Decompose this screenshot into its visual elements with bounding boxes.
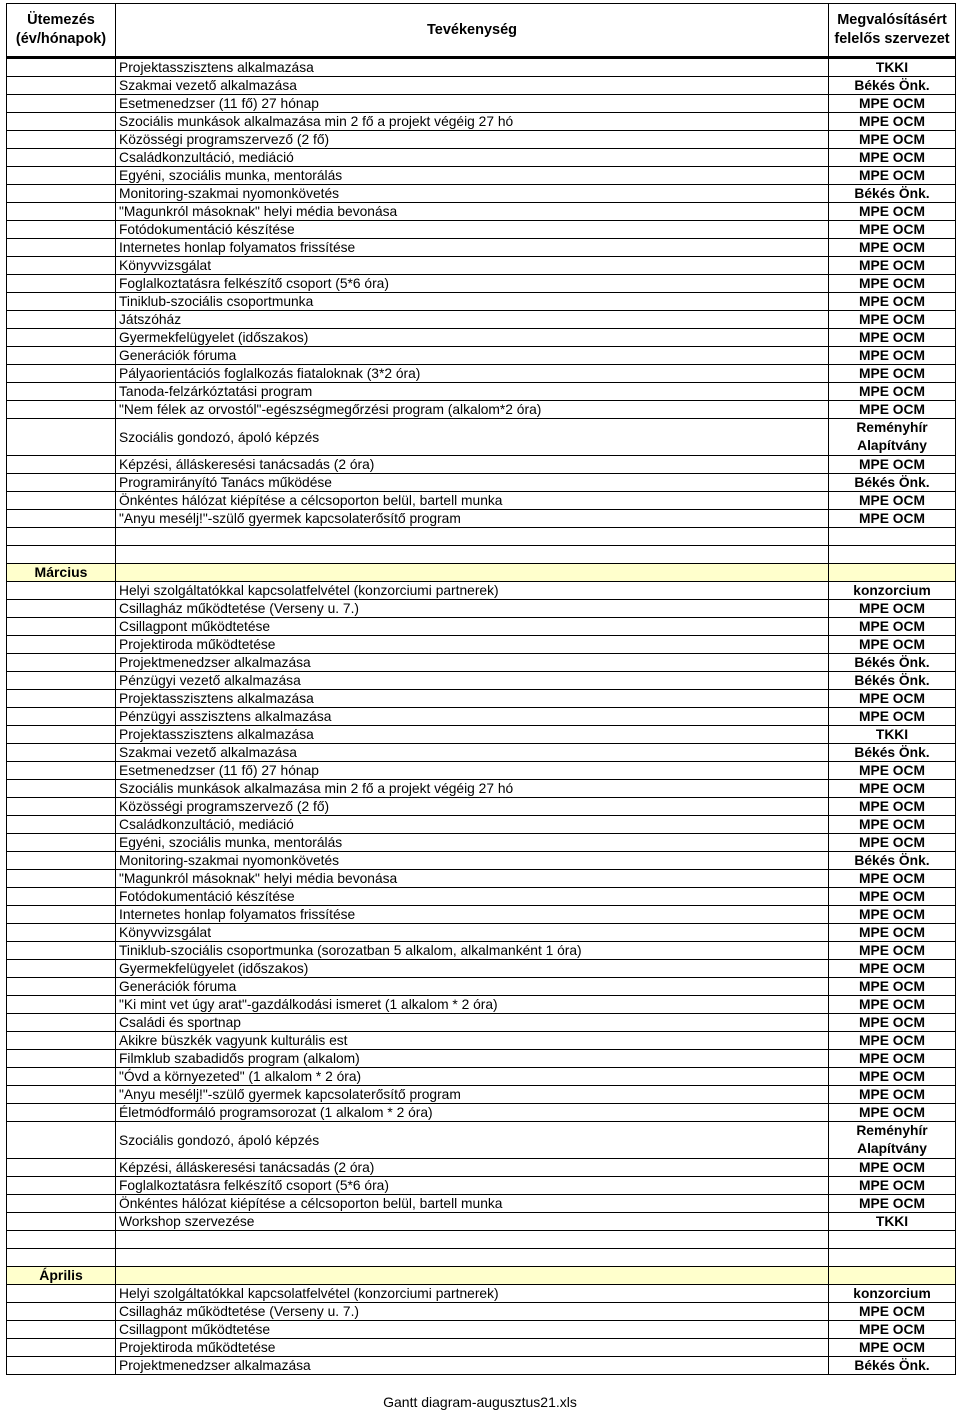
table-row [7,77,956,95]
schedule-cell [7,113,116,131]
activity-cell: Tanoda-felzárkóztatási program [116,383,829,401]
organization-cell: MPE OCM [829,113,956,131]
schedule-cell [7,780,116,798]
activity-cell: Pénzügyi asszisztens alkalmazása [116,708,829,726]
schedule-cell [7,167,116,185]
table-row [7,401,956,419]
table-row [7,888,956,906]
schedule-cell [7,1321,116,1339]
activity-cell: Projektiroda működtetése [116,1339,829,1357]
organization-cell: Békés Önk. [829,852,956,870]
activity-cell: Helyi szolgáltatókkal kapcsolatfelvétel (konzorciumi partnerek) [116,1285,829,1303]
activity-cell: Monitoring-szakmai nyomonkövetés [116,185,829,203]
table-row [7,780,956,798]
header-row [7,4,956,58]
organization-cell: MPE OCM [829,798,956,816]
activity-cell: Szociális gondozó, ápoló képzés [116,1122,829,1159]
table-row [7,996,956,1014]
table-row [7,1213,956,1231]
table-row [7,275,956,293]
schedule-cell [7,1303,116,1321]
activity-cell: Projektiroda működtetése [116,636,829,654]
activity-cell: Pénzügyi vezető alkalmazása [116,672,829,690]
schedule-cell [7,744,116,762]
table-row [7,906,956,924]
activity-cell [116,1231,829,1249]
schedule-cell [7,1339,116,1357]
table-row [7,762,956,780]
organization-cell: MPE OCM [829,1195,956,1213]
organization-cell: MPE OCM [829,401,956,419]
organization-cell: TKKI [829,1213,956,1231]
activity-cell: Esetmenedzser (11 fő) 27 hónap [116,95,829,113]
table-row [7,618,956,636]
activity-cell: Esetmenedzser (11 fő) 27 hónap [116,762,829,780]
activity-cell [116,564,829,582]
activity-cell: Életmódformáló programsorozat (1 alkalom * 2 óra) [116,1104,829,1122]
table-row [7,744,956,762]
activity-cell: Szakmai vezető alkalmazása [116,77,829,95]
schedule-cell [7,960,116,978]
table-row [7,942,956,960]
table-row [7,1285,956,1303]
schedule-cell [7,1249,116,1267]
activity-cell: Egyéni, szociális munka, mentorálás [116,167,829,185]
table-row [7,654,956,672]
schedule-cell [7,510,116,528]
organization-cell: MPE OCM [829,1068,956,1086]
organization-cell: Reményhír Alapítvány [829,1122,956,1159]
schedule-cell [7,239,116,257]
activity-cell: "Ki mint vet úgy arat"-gazdálkodási ismeret (1 alkalom * 2 óra) [116,996,829,1014]
activity-cell: Gyermekfelügyelet (időszakos) [116,960,829,978]
schedule-cell [7,456,116,474]
organization-cell: Békés Önk. [829,744,956,762]
organization-cell: MPE OCM [829,762,956,780]
activity-cell: Családkonzultáció, mediáció [116,816,829,834]
gantt-table [6,3,956,1375]
activity-cell: Könyvvizsgálat [116,257,829,275]
schedule-cell [7,798,116,816]
table-row [7,113,956,131]
table-row [7,816,956,834]
table-row [7,185,956,203]
organization-cell: MPE OCM [829,960,956,978]
schedule-cell [7,924,116,942]
activity-cell: Projektmenedzser alkalmazása [116,1357,829,1375]
organization-cell: MPE OCM [829,636,956,654]
table-row [7,978,956,996]
schedule-cell [7,906,116,924]
activity-cell: Programirányító Tanács működése [116,474,829,492]
table-row [7,456,956,474]
table-row [7,1068,956,1086]
table-row [7,1339,956,1357]
organization-cell: MPE OCM [829,1086,956,1104]
organization-cell: konzorcium [829,582,956,600]
activity-cell: Csillagpont működtetése [116,1321,829,1339]
activity-cell: Szociális munkások alkalmazása min 2 fő a projekt végéig 27 hó [116,113,829,131]
activity-cell: Foglalkoztatásra felkészítő csoport (5*6 óra) [116,1177,829,1195]
organization-cell: MPE OCM [829,1032,956,1050]
schedule-cell [7,1213,116,1231]
organization-cell: MPE OCM [829,834,956,852]
schedule-cell [7,978,116,996]
organization-cell: MPE OCM [829,618,956,636]
month-row [7,1267,956,1285]
activity-cell: Közösségi programszervező (2 fő) [116,131,829,149]
schedule-cell [7,131,116,149]
organization-cell [829,546,956,564]
organization-cell: konzorcium [829,1285,956,1303]
schedule-cell [7,311,116,329]
schedule-cell [7,275,116,293]
schedule-cell [7,185,116,203]
schedule-cell [7,474,116,492]
activity-cell: "Anyu mesélj!"-szülő gyermek kapcsolaterősítő program [116,1086,829,1104]
schedule-cell [7,1086,116,1104]
activity-cell: Akikre büszkék vagyunk kulturális est [116,1032,829,1050]
schedule-cell [7,1068,116,1086]
activity-cell: Önkéntes hálózat kiépítése a célcsoporton belül, bartell munka [116,492,829,510]
table-row [7,221,956,239]
month-label: Március [7,564,116,582]
activity-cell: "Nem félek az orvostól"-egészségmegőrzési program (alkalom*2 óra) [116,401,829,419]
organization-cell [829,1231,956,1249]
activity-cell: Projektasszisztens alkalmazása [116,58,829,77]
activity-cell: Egyéni, szociális munka, mentorálás [116,834,829,852]
table-row [7,257,956,275]
organization-cell: Békés Önk. [829,474,956,492]
activity-cell: Internetes honlap folyamatos frissítése [116,239,829,257]
table-row [7,924,956,942]
activity-cell: Projektasszisztens alkalmazása [116,726,829,744]
organization-cell: MPE OCM [829,1050,956,1068]
activity-cell: Csillagház működtetése (Verseny u. 7.) [116,1303,829,1321]
table-row [7,347,956,365]
table-row [7,167,956,185]
table-row [7,708,956,726]
organization-cell: MPE OCM [829,1339,956,1357]
activity-cell: Workshop szervezése [116,1213,829,1231]
month-label: Április [7,1267,116,1285]
activity-cell [116,528,829,546]
organization-cell: MPE OCM [829,888,956,906]
activity-cell: Generációk fóruma [116,978,829,996]
organization-cell: MPE OCM [829,600,956,618]
organization-cell: TKKI [829,726,956,744]
file-name-footer: Gantt diagram-augusztus21.xls [383,1394,577,1410]
table-row [7,1303,956,1321]
activity-cell: Filmklub szabadidős program (alkalom) [116,1050,829,1068]
schedule-cell [7,726,116,744]
header-schedule: Ütemezés (év/hónapok) [7,4,116,58]
table-row [7,1177,956,1195]
table-row [7,1357,956,1375]
organization-cell: Békés Önk. [829,1357,956,1375]
table-row [7,419,956,456]
organization-cell: MPE OCM [829,1104,956,1122]
schedule-cell [7,77,116,95]
organization-cell: Reményhír Alapítvány [829,419,956,456]
blank-row [7,1231,956,1249]
schedule-cell [7,257,116,275]
table-row [7,726,956,744]
activity-cell: Közösségi programszervező (2 fő) [116,798,829,816]
activity-cell [116,546,829,564]
organization-cell: MPE OCM [829,924,956,942]
organization-cell: MPE OCM [829,329,956,347]
activity-cell: Helyi szolgáltatókkal kapcsolatfelvétel (konzorciumi partnerek) [116,582,829,600]
schedule-cell [7,293,116,311]
table-row [7,474,956,492]
organization-cell [829,1267,956,1285]
table-row [7,1104,956,1122]
table-row [7,329,956,347]
table-row [7,1321,956,1339]
organization-cell: MPE OCM [829,978,956,996]
schedule-cell [7,221,116,239]
organization-cell: MPE OCM [829,708,956,726]
organization-cell: MPE OCM [829,293,956,311]
activity-cell [116,1267,829,1285]
blank-row [7,528,956,546]
schedule-cell [7,672,116,690]
table-row [7,239,956,257]
schedule-cell [7,1231,116,1249]
schedule-cell [7,708,116,726]
schedule-cell [7,834,116,852]
activity-cell: Családi és sportnap [116,1014,829,1032]
organization-cell: Békés Önk. [829,654,956,672]
table-row [7,1086,956,1104]
schedule-cell [7,329,116,347]
header-activity: Tevékenység [116,4,829,58]
table-row [7,852,956,870]
activity-cell: Monitoring-szakmai nyomonkövetés [116,852,829,870]
table-body [7,58,956,1375]
table-row [7,1159,956,1177]
table-row [7,95,956,113]
organization-cell: MPE OCM [829,149,956,167]
schedule-cell [7,996,116,1014]
organization-cell: Békés Önk. [829,672,956,690]
schedule-cell [7,528,116,546]
schedule-cell [7,1195,116,1213]
organization-cell: MPE OCM [829,257,956,275]
schedule-cell [7,1159,116,1177]
table-row [7,149,956,167]
organization-cell: MPE OCM [829,221,956,239]
activity-cell: Könyvvizsgálat [116,924,829,942]
table-row [7,365,956,383]
schedule-cell [7,546,116,564]
organization-cell: MPE OCM [829,492,956,510]
schedule-cell [7,888,116,906]
activity-cell [116,1249,829,1267]
table-row [7,1195,956,1213]
organization-cell: MPE OCM [829,167,956,185]
schedule-cell [7,870,116,888]
schedule-cell [7,582,116,600]
organization-cell: MPE OCM [829,275,956,293]
schedule-cell [7,1285,116,1303]
organization-cell: MPE OCM [829,131,956,149]
activity-cell: "Magunkról másoknak" helyi média bevonása [116,203,829,221]
schedule-cell [7,401,116,419]
table-row [7,1014,956,1032]
schedule-cell [7,852,116,870]
activity-cell: Projektasszisztens alkalmazása [116,690,829,708]
schedule-cell [7,419,116,456]
activity-cell: Gyermekfelügyelet (időszakos) [116,329,829,347]
schedule-cell [7,1177,116,1195]
activity-cell: Tiniklub-szociális csoportmunka [116,293,829,311]
organization-cell: TKKI [829,58,956,77]
activity-cell: Szociális gondozó, ápoló képzés [116,419,829,456]
schedule-cell [7,203,116,221]
table-row [7,1050,956,1068]
activity-cell: Szakmai vezető alkalmazása [116,744,829,762]
month-row [7,564,956,582]
organization-cell [829,564,956,582]
organization-cell: MPE OCM [829,203,956,221]
blank-row [7,546,956,564]
organization-cell: MPE OCM [829,347,956,365]
schedule-cell [7,618,116,636]
schedule-cell [7,365,116,383]
organization-cell: MPE OCM [829,239,956,257]
table-row [7,600,956,618]
table-row [7,203,956,221]
table-row [7,636,956,654]
activity-cell: "Óvd a környezeted" (1 alkalom * 2 óra) [116,1068,829,1086]
organization-cell [829,528,956,546]
organization-cell: MPE OCM [829,456,956,474]
table-row [7,690,956,708]
activity-cell: Csillagpont működtetése [116,618,829,636]
schedule-cell [7,95,116,113]
organization-cell: MPE OCM [829,1177,956,1195]
schedule-cell [7,492,116,510]
activity-cell: Generációk fóruma [116,347,829,365]
activity-cell: "Magunkról másoknak" helyi média bevonása [116,870,829,888]
organization-cell: Békés Önk. [829,77,956,95]
activity-cell: Internetes honlap folyamatos frissítése [116,906,829,924]
organization-cell: MPE OCM [829,510,956,528]
organization-cell: MPE OCM [829,906,956,924]
schedule-cell [7,1050,116,1068]
organization-cell: Békés Önk. [829,185,956,203]
table-row [7,798,956,816]
table-row [7,672,956,690]
organization-cell: MPE OCM [829,690,956,708]
schedule-cell [7,942,116,960]
table-row [7,510,956,528]
activity-cell: Családkonzultáció, mediáció [116,149,829,167]
table-row [7,293,956,311]
schedule-cell [7,654,116,672]
schedule-cell [7,816,116,834]
organization-cell: MPE OCM [829,1014,956,1032]
organization-cell: MPE OCM [829,1321,956,1339]
schedule-cell [7,762,116,780]
table-row [7,582,956,600]
table-row [7,960,956,978]
schedule-cell [7,149,116,167]
table-row [7,1032,956,1050]
schedule-cell [7,347,116,365]
organization-cell [829,1249,956,1267]
table-row [7,311,956,329]
organization-cell: MPE OCM [829,383,956,401]
table-row [7,58,956,77]
schedule-cell [7,1014,116,1032]
activity-cell: Játszóház [116,311,829,329]
table-row [7,492,956,510]
schedule-cell [7,58,116,77]
organization-cell: MPE OCM [829,870,956,888]
organization-cell: MPE OCM [829,816,956,834]
schedule-cell [7,1104,116,1122]
organization-cell: MPE OCM [829,311,956,329]
table-row [7,131,956,149]
organization-cell: MPE OCM [829,1303,956,1321]
activity-cell: Képzési, álláskeresési tanácsadás (2 óra) [116,1159,829,1177]
organization-cell: MPE OCM [829,780,956,798]
activity-cell: Fotódokumentáció készítése [116,888,829,906]
activity-cell: Képzési, álláskeresési tanácsadás (2 óra) [116,456,829,474]
activity-cell: Szociális munkások alkalmazása min 2 fő a projekt végéig 27 hó [116,780,829,798]
header-organization: Megvalósításért felelős szervezet [829,4,956,58]
schedule-cell [7,1357,116,1375]
activity-cell: Projektmenedzser alkalmazása [116,654,829,672]
schedule-cell [7,1122,116,1159]
organization-cell: MPE OCM [829,942,956,960]
table-row [7,383,956,401]
table-row [7,834,956,852]
schedule-cell [7,383,116,401]
table-row [7,1122,956,1159]
blank-row [7,1249,956,1267]
organization-cell: MPE OCM [829,95,956,113]
schedule-cell [7,690,116,708]
activity-cell: Foglalkoztatásra felkészítő csoport (5*6 óra) [116,275,829,293]
activity-cell: Tiniklub-szociális csoportmunka (sorozatban 5 alkalom, alkalmanként 1 óra) [116,942,829,960]
activity-cell: Önkéntes hálózat kiépítése a célcsoporton belül, bartell munka [116,1195,829,1213]
table-row [7,870,956,888]
activity-cell: Fotódokumentáció készítése [116,221,829,239]
activity-cell: Csillagház működtetése (Verseny u. 7.) [116,600,829,618]
activity-cell: "Anyu mesélj!"-szülő gyermek kapcsolaterősítő program [116,510,829,528]
schedule-cell [7,600,116,618]
organization-cell: MPE OCM [829,1159,956,1177]
organization-cell: MPE OCM [829,996,956,1014]
organization-cell: MPE OCM [829,365,956,383]
schedule-cell [7,1032,116,1050]
schedule-cell [7,636,116,654]
activity-cell: Pályaorientációs foglalkozás fiataloknak (3*2 óra) [116,365,829,383]
